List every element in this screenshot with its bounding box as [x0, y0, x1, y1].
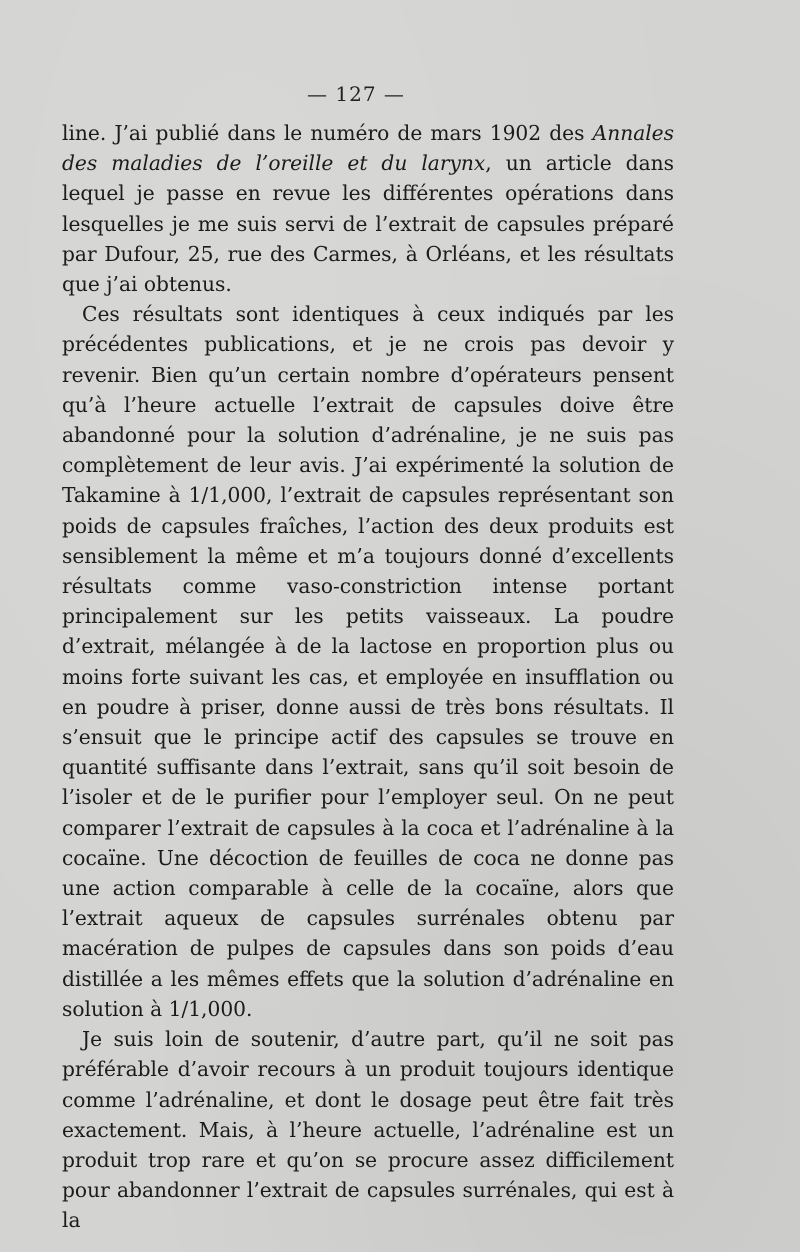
paragraph-3: Je suis loin de soutenir, d’autre part, qu’il ne soit pas préférable d’avoir recours à un produit toujours identique comme l’adrénaline, et dont le dosage peut être fait très exactement. Mais, à l’heure actuelle, l’adrénaline est un produit trop rare et qu’on se procure assez difficilement pour abandonner l’extrait de capsules surrénales, qui est à la	[62, 1027, 674, 1233]
body-text	[62, 118, 674, 1236]
paragraph-1-lead: line. J’ai publié dans le numéro de mars 1902 des	[62, 121, 593, 145]
page-number: — 127 —	[307, 82, 405, 106]
journal-title: Annales des maladies de l’oreille et du larynx	[62, 121, 674, 176]
paragraph-1-rest: , un article dans lequel je passe en revue les différentes opérations dans lesquelles je me suis servi de l’extrait de capsules préparé par Dufour, 25, rue des Carmes, à Orléans, et les résultats que j’ai obtenus.	[62, 151, 674, 297]
paragraph-2: Ces résultats sont identiques à ceux indiqués par les précédentes publications, et je ne crois pas devoir y revenir. Bien qu’un certain nombre d’opérateurs pensent qu’à l’heure actuelle l’extrait de capsules doive être abandonné pour la solution d’adrénaline, je ne suis pas complètement de leur avis. J’ai expérimenté la solution de Takamine à 1/1,000, l’extrait de capsules représentant son poids de capsules fraîches, l’action des deux produits est sensiblement la même et m’a toujours donné d’excellents résultats comme vaso-constriction intense portant principalement sur les petits vaisseaux. La poudre d’extrait, mélangée à de la lactose en proportion plus ou moins forte suivant les cas, et employée en insufflation ou en poudre à priser, donne aussi de très bons résultats. Il s’ensuit que le principe actif des capsules se trouve en quantité suffisante dans l’extrait, sans qu’il soit besoin de l’isoler et de le purifier pour l’employer seul. On ne peut comparer l’extrait de capsules à la coca et l’adrénaline à la cocaïne. Une décoction de feuilles de coca ne donne pas une action comparable à celle de la cocaïne, alors que l’extrait aqueux de capsules surrénales obtenu par macération de pulpes de capsules dans son poids d’eau distillée a les mêmes effets que la solution d’adrénaline en solution à 1/1,000.	[62, 302, 674, 1021]
paragraph-1	[62, 118, 674, 299]
